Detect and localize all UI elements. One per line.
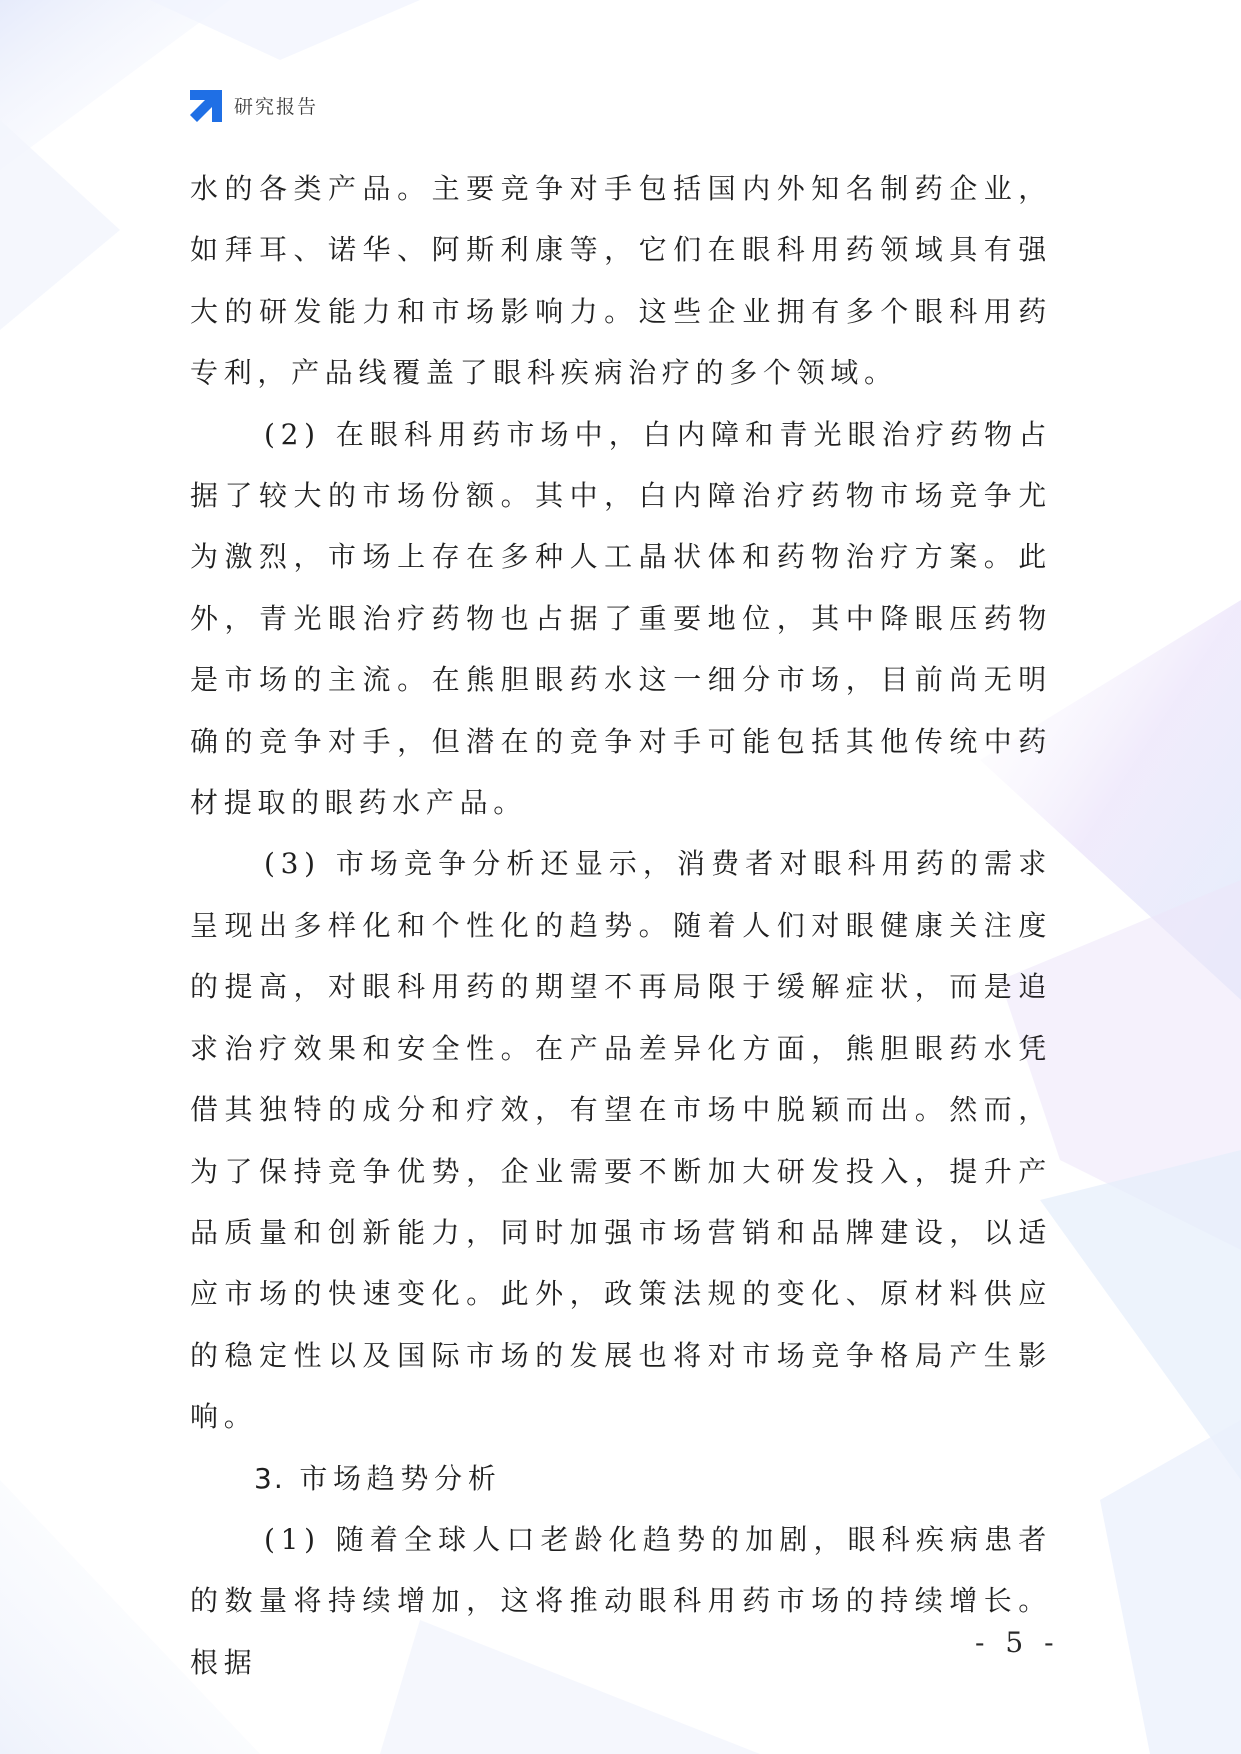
report-header — [190, 88, 318, 122]
paragraph-section3-1: (1) 随着全球人口老龄化趋势的加剧，眼科疾病患者的数量将持续增加，这将推动眼科用药市场的持续增长。根据 — [190, 1522, 1052, 1679]
header-title: 研究报告 — [234, 95, 319, 118]
section-heading — [190, 1448, 1052, 1509]
section-title: 市场趋势分析 — [299, 1461, 502, 1495]
arrow-up-right-icon — [190, 88, 224, 122]
page-number: - 5 - — [975, 1626, 1060, 1659]
paragraph-continued: 水的各类产品。主要竞争对手包括国内外知名制药企业，如拜耳、诺华、阿斯利康等，它们在眼科用药领域具有强大的研发能力和市场影响力。这些企业拥有多个眼科用药专利，产品线覆盖了眼科疾病治疗的多个领域。 — [190, 172, 1052, 390]
section-number: 3. — [254, 1461, 285, 1495]
paragraph-3: (3) 市场竞争分析还显示，消费者对眼科用药的需求呈现出多样化和个性化的趋势。随着人们对眼健康关注度的提高，对眼科用药的期望不再局限于缓解症状，而是追求治疗效果和安全性。在产品差异化方面，熊胆眼药水凭借其独特的成分和疗效，有望在市场中脱颖而出。然而，为了保持竞争优势，企业需要不断加大研发投入，提升产品质量和创新能力，同时加强市场营销和品牌建设，以适应市场的快速变化。此外，政策法规的变化、原材料供应的稳定性以及国际市场的发展也将对市场竞争格局产生影响。 — [190, 847, 1052, 1434]
paragraph-2: (2) 在眼科用药市场中，白内障和青光眼治疗药物占据了较大的市场份额。其中，白内障治疗药物市场竞争尤为激烈，市场上存在多种人工晶状体和药物治疗方案。此外，青光眼治疗药物也占据了重要地位，其中降眼压药物是市场的主流。在熊胆眼药水这一细分市场，目前尚无明确的竞争对手，但潜在的竞争对手可能包括其他传统中药材提取的眼药水产品。 — [190, 417, 1052, 820]
document-body — [190, 158, 1052, 1693]
